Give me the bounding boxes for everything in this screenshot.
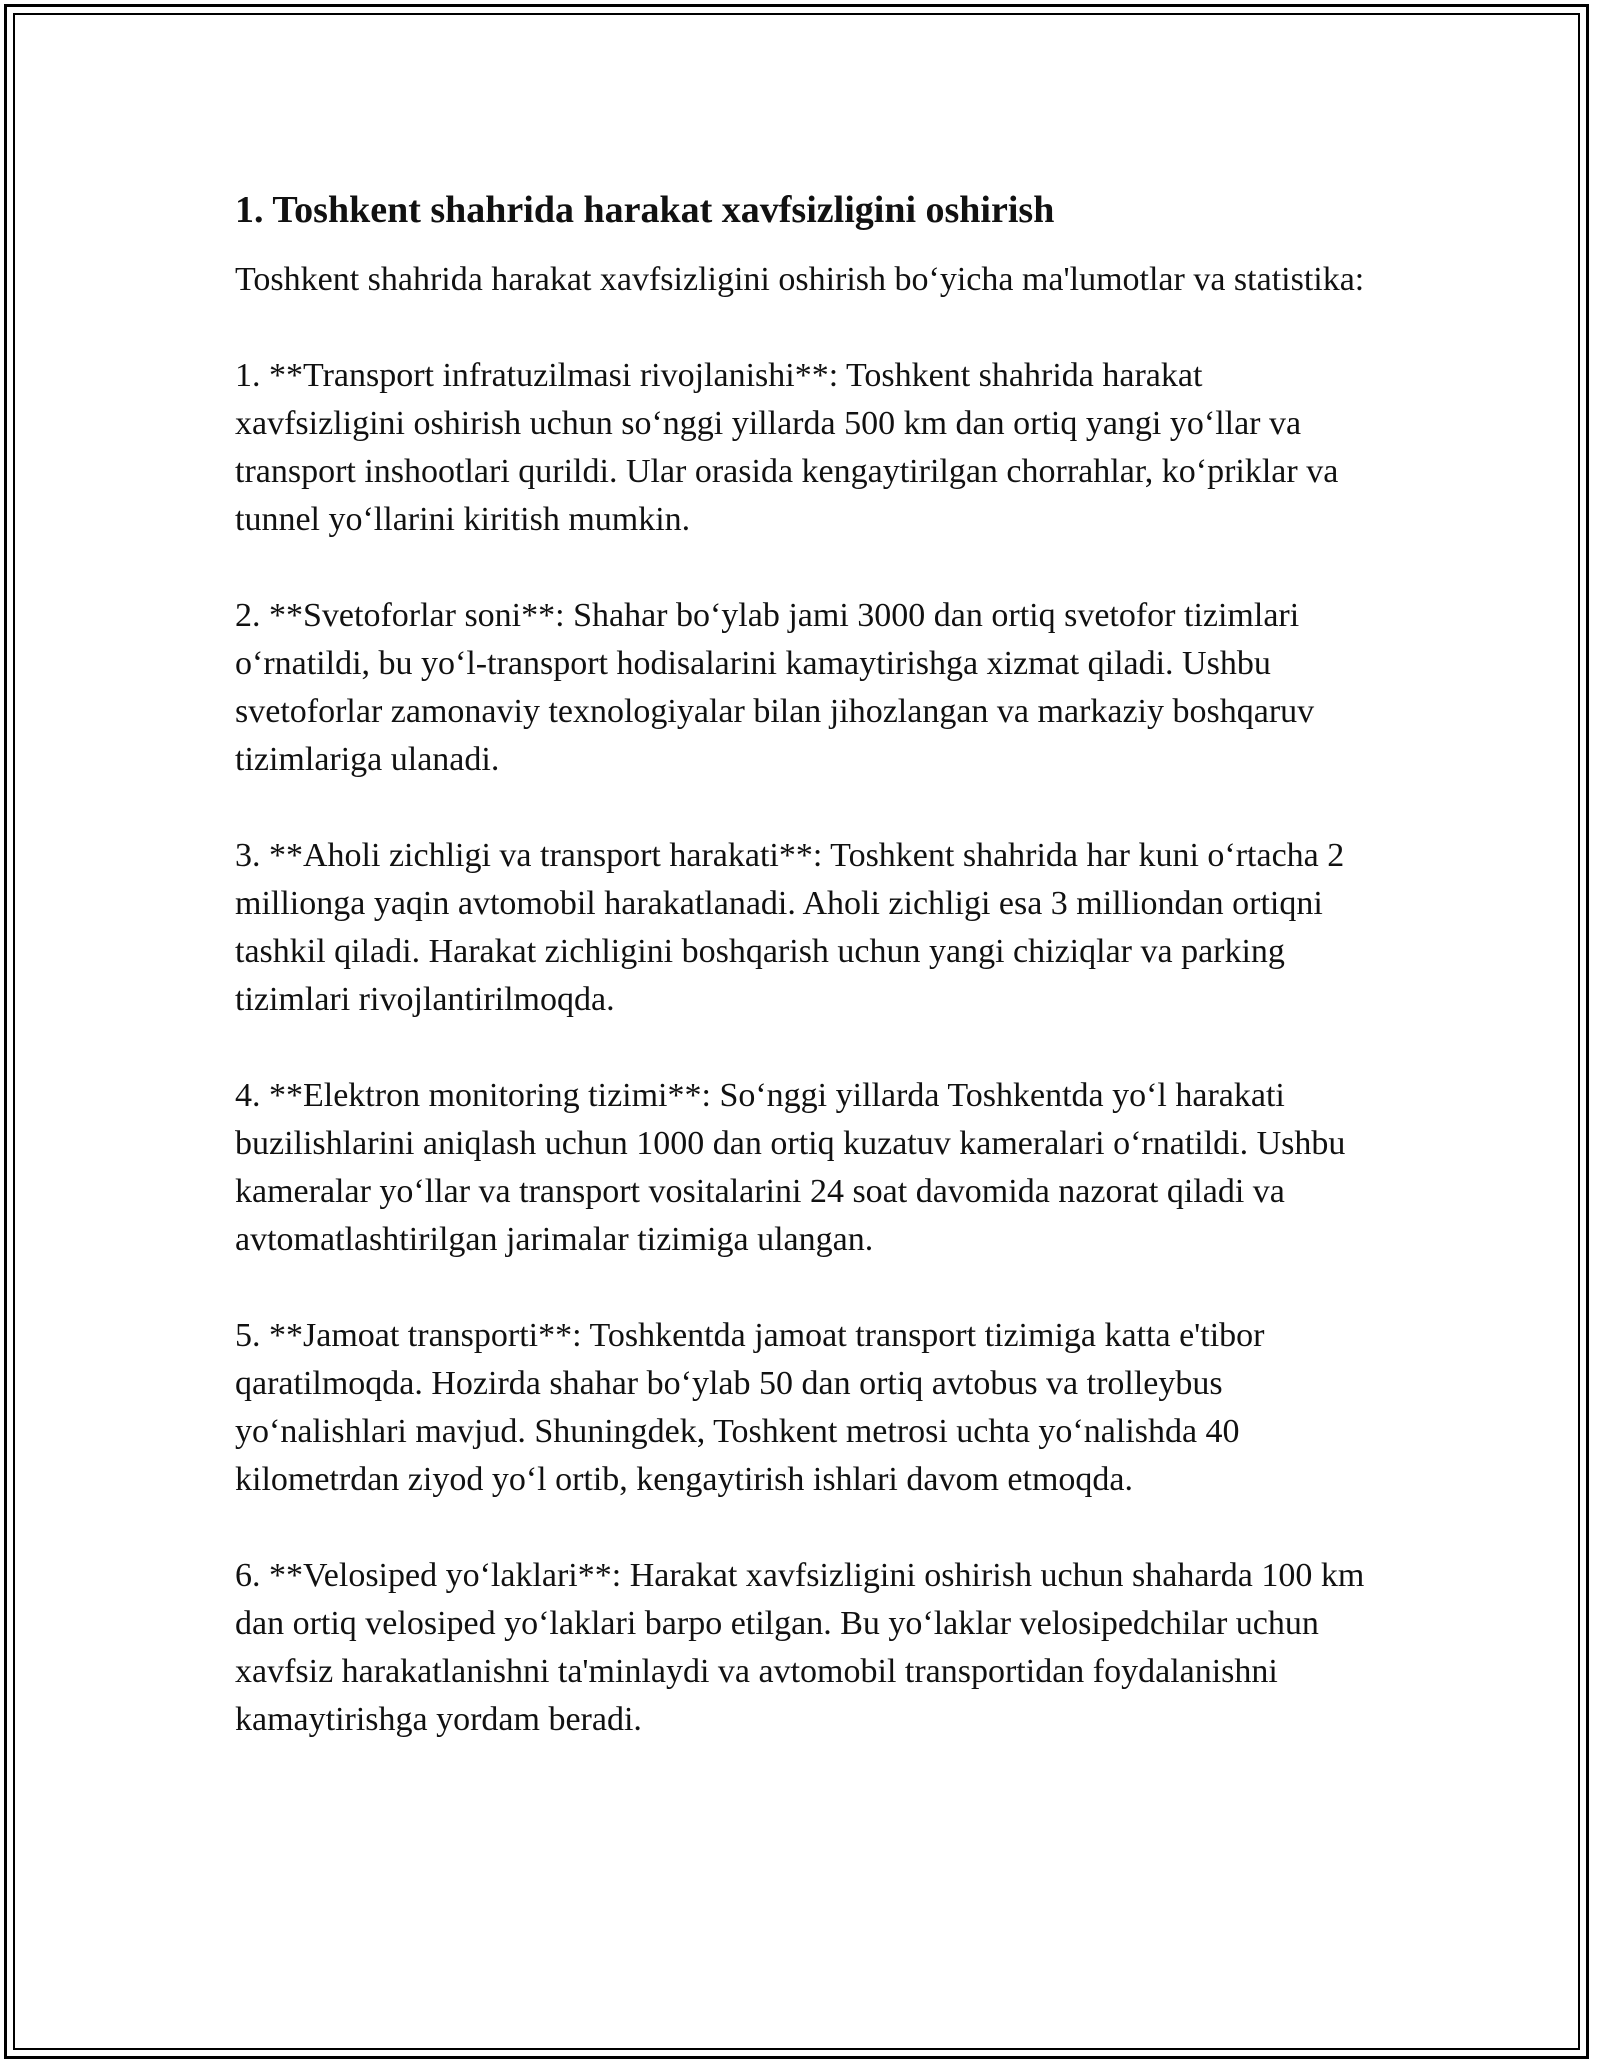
list-item: 6. **Velosiped yo‘laklari**: Harakat xavfsizligini oshirish uchun shaharda 100 km dan ortiq velosiped yo‘laklari barpo etilgan. Bu yo‘laklar velosipedchilar uchun xavfsiz harakatlanishni ta'minlaydi va avtomobil transportidan foydalanishni kamaytirishga yordam beradi. (235, 1557, 1365, 1738)
document-body (235, 186, 1365, 1792)
list-item: 5. **Jamoat transporti**: Toshkentda jamoat transport tizimiga katta e'tibor qaratilmoqda. Hozirda shahar bo‘ylab 50 dan ortiq avtobus va trolleybus yo‘nalishlari mavjud. Shuningdek, Toshkent metrosi uchta yo‘nalishda 40 kilometrdan ziyod yo‘l ortib, kengaytirish ishlari davom etmoqda. (235, 1317, 1265, 1498)
list-item: 1. **Transport infratuzilmasi rivojlanishi**: Toshkent shahrida harakat xavfsizligini oshirish uchun so‘nggi yillarda 500 km dan ortiq yangi yo‘llar va transport inshootlari qurildi. Ular orasida kengaytirilgan chorrahlar, ko‘priklar va tunnel yo‘llarini kiritish mumkin. (235, 357, 1339, 538)
list-item: 4. **Elektron monitoring tizimi**: So‘nggi yillarda Toshkentda yo‘l harakati buzilishlarini aniqlash uchun 1000 dan ortiq kuzatuv kameralari o‘rnatildi. Ushbu kameralar yo‘llar va transport vositalarini 24 soat davomida nazorat qiladi va avtomatlashtirilgan jarimalar tizimiga ulangan. (235, 1077, 1346, 1258)
list-item: 2. **Svetoforlar soni**: Shahar bo‘ylab jami 3000 dan ortiq svetofor tizimlari o‘rnatildi, bu yo‘l-transport hodisalarini kamaytirishga xizmat qiladi. Ushbu svetoforlar zamonaviy texnologiyalar bilan jihozlangan va markaziy boshqaruv tizimlariga ulanadi. (235, 597, 1315, 778)
list-item: 3. **Aholi zichligi va transport harakati**: Toshkent shahrida har kuni o‘rtacha 2 millionga yaqin avtomobil harakatlanadi. Aholi zichligi esa 3 milliondan ortiqni tashkil qiladi. Harakat zichligini boshqarish uchun yangi chiziqlar va parking tizimlari rivojlantirilmoqda. (235, 837, 1345, 1018)
document-title: 1. Toshkent shahrida harakat xavfsizligini oshirish (235, 189, 1055, 231)
intro-paragraph: Toshkent shahrida harakat xavfsizligini oshirish bo‘yicha ma'lumotlar va statistika: (235, 261, 1365, 298)
